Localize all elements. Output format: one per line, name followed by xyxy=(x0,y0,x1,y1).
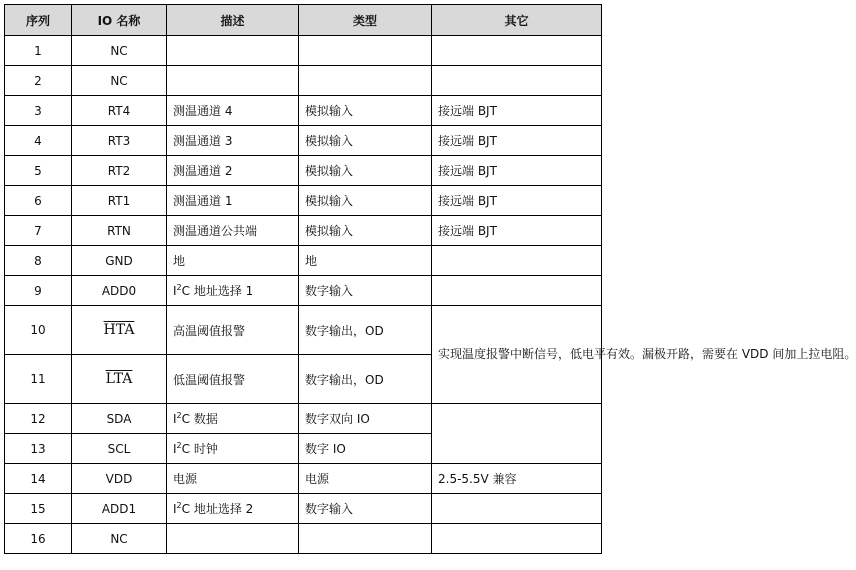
pin-description: 低温阈值报警 xyxy=(167,355,299,404)
pin-description: $I^2C$ 时钟 xyxy=(167,434,299,464)
pin-name: NC xyxy=(72,524,167,554)
pin-other xyxy=(432,524,602,554)
pin-name: SCL xyxy=(72,434,167,464)
pin-type: 数字 IO xyxy=(299,434,432,464)
pin-name: ADD0 xyxy=(72,276,167,306)
pin-number: 12 xyxy=(5,404,72,434)
pin-other: 接远端 BJT xyxy=(432,156,602,186)
pin-description: 电源 xyxy=(167,464,299,494)
pin-description xyxy=(167,524,299,554)
pin-number: 4 xyxy=(5,126,72,156)
pin-other xyxy=(432,246,602,276)
pin-number: 15 xyxy=(5,494,72,524)
pin-type: 电源 xyxy=(299,464,432,494)
pin-description: 高温阈值报警 xyxy=(167,306,299,355)
table-row xyxy=(5,494,602,524)
pin-other: 接远端 BJT xyxy=(432,216,602,246)
pin-type: 模拟输入 xyxy=(299,156,432,186)
pin-type: 模拟输入 xyxy=(299,186,432,216)
pin-number: 8 xyxy=(5,246,72,276)
header-desc: 描述 xyxy=(167,5,299,36)
header-type: 类型 xyxy=(299,5,432,36)
pin-number: 6 xyxy=(5,186,72,216)
header-num: 序列 xyxy=(5,5,72,36)
pin-description: 测温通道 2 xyxy=(167,156,299,186)
pin-number: 7 xyxy=(5,216,72,246)
pin-name xyxy=(72,355,167,404)
pin-number: 3 xyxy=(5,96,72,126)
pin-number: 1 xyxy=(5,36,72,66)
pin-description: 测温通道 4 xyxy=(167,96,299,126)
pin-other xyxy=(432,36,602,66)
pin-type: 数字双向 IO xyxy=(299,404,432,434)
pin-type: 模拟输入 xyxy=(299,216,432,246)
table-row xyxy=(5,404,602,434)
pin-type: 数字输入 xyxy=(299,276,432,306)
pin-other xyxy=(432,494,602,524)
pin-number: 11 xyxy=(5,355,72,404)
table-row xyxy=(5,306,602,355)
pin-other: 接远端 BJT xyxy=(432,186,602,216)
table-row xyxy=(5,276,602,306)
pin-name: RTN xyxy=(72,216,167,246)
table-row xyxy=(5,524,602,554)
table-row xyxy=(5,216,602,246)
pin-number: 10 xyxy=(5,306,72,355)
pin-other: 接远端 BJT xyxy=(432,126,602,156)
pin-number: 5 xyxy=(5,156,72,186)
pin-name xyxy=(72,306,167,355)
pin-name: NC xyxy=(72,66,167,96)
pin-table xyxy=(4,4,856,554)
pin-number: 14 xyxy=(5,464,72,494)
pin-name: RT3 xyxy=(72,126,167,156)
table-row xyxy=(5,186,602,216)
pin-other xyxy=(432,276,602,306)
pin-other xyxy=(432,404,602,464)
pin-other: 接远端 BJT xyxy=(432,96,602,126)
pin-description: $I^2C$ 地址选择 1 xyxy=(167,276,299,306)
pin-description: 测温通道 1 xyxy=(167,186,299,216)
table-row xyxy=(5,96,602,126)
pin-description: 地 xyxy=(167,246,299,276)
pin-other xyxy=(432,66,602,96)
table-row xyxy=(5,156,602,186)
pin-name: RT4 xyxy=(72,96,167,126)
alarm-note: 实现温度报警中断信号，低电平有效。漏极开路，需要在 VDD 间加上拉电阻。 xyxy=(432,306,602,404)
pin-number: 13 xyxy=(5,434,72,464)
pin-type: 模拟输入 xyxy=(299,126,432,156)
pin-name: RT2 xyxy=(72,156,167,186)
table-row xyxy=(5,66,602,96)
pin-number: 2 xyxy=(5,66,72,96)
pin-description: 测温通道 3 xyxy=(167,126,299,156)
pin-type: 数字输出，OD xyxy=(299,355,432,404)
table-row xyxy=(5,246,602,276)
pin-description xyxy=(167,36,299,66)
pin-name: GND xyxy=(72,246,167,276)
pin-number: 9 xyxy=(5,276,72,306)
table-row xyxy=(5,36,602,66)
pin-name: NC xyxy=(72,36,167,66)
pin-type: 模拟输入 xyxy=(299,96,432,126)
pin-description: $I^2C$ 地址选择 2 xyxy=(167,494,299,524)
pin-number: 16 xyxy=(5,524,72,554)
pin-type xyxy=(299,36,432,66)
active-low-pin-name: $\overline{LTA}$ xyxy=(105,371,133,387)
pin-type: 数字输入 xyxy=(299,494,432,524)
pin-name: ADD1 xyxy=(72,494,167,524)
active-low-pin-name: $\overline{HTA}$ xyxy=(103,322,135,338)
pin-name: VDD xyxy=(72,464,167,494)
table-row xyxy=(5,126,602,156)
pin-type xyxy=(299,524,432,554)
pin-description xyxy=(167,66,299,96)
pin-type xyxy=(299,66,432,96)
pin-type: 数字输出，OD xyxy=(299,306,432,355)
pin-type: 地 xyxy=(299,246,432,276)
pin-description: $I^2C$ 数据 xyxy=(167,404,299,434)
pin-description: 测温通道公共端 xyxy=(167,216,299,246)
pin-name: SDA xyxy=(72,404,167,434)
pin-name: RT1 xyxy=(72,186,167,216)
header-io: IO 名称 xyxy=(72,5,167,36)
header-row xyxy=(5,5,602,36)
header-other: 其它 xyxy=(432,5,602,36)
table-row xyxy=(5,464,602,494)
pin-other: 2.5-5.5V 兼容 xyxy=(432,464,602,494)
